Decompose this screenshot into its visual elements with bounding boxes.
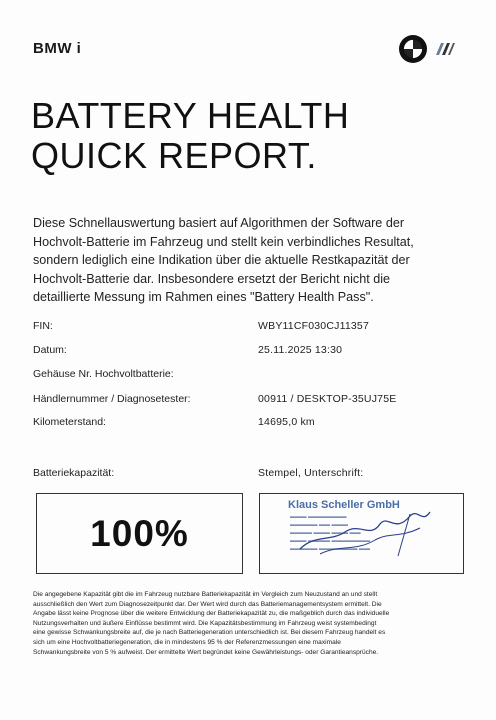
intro-line: sondern lediglich eine Indikation über die aktuelle Restkapazität der <box>33 253 410 267</box>
intro-line: Hochvolt-Batterie dar. Insbesondere ersetzt der Bericht nicht die <box>33 271 391 286</box>
capacity-value: 100% <box>90 512 189 554</box>
footer-line: eine gewisse Schwankungsbreite auf, die je nach Batteriegeneration unterschiedlich ist. Bei diesem Fahrzeug handelt es <box>33 629 386 637</box>
datum-value: 25.11.2025 13:30 <box>258 344 343 356</box>
km-label: Kilometerstand: <box>33 416 106 428</box>
stamp-text-blur: ▬▬▬ ▬▬▬▬▬▬▬ <box>290 514 347 520</box>
capacity-box <box>36 493 243 574</box>
intro-line: detaillierte Messung im Rahmen eines "Battery Health Pass". <box>33 290 374 304</box>
footer-disclaimer <box>33 590 463 657</box>
brand-name: BMW i <box>33 40 82 57</box>
fin-label: FIN: <box>33 320 53 332</box>
haendler-label: Händlernummer / Diagnosetester: <box>33 393 191 405</box>
logo-group <box>398 34 456 64</box>
bmw-roundel-icon <box>398 34 428 64</box>
intro-line: Hochvolt-Batterie im Fahrzeug und stellt kein verbindliches Resultat, <box>33 234 414 249</box>
stamp-box <box>259 493 464 574</box>
stamp-text-blur: ▬▬▬▬▬ ▬▬▬▬▬▬▬ ▬▬ <box>290 546 371 552</box>
datum-label: Datum: <box>33 344 67 356</box>
intro-paragraph <box>33 214 453 307</box>
title-line-1: BATTERY HEALTH <box>31 95 350 136</box>
stamp-company: Klaus Scheller GmbH <box>288 499 400 511</box>
title-line-2: QUICK REPORT. <box>31 135 317 176</box>
fin-value: WBY11CF030CJ11357 <box>258 320 369 332</box>
footer-line: ausschließlich den Wert zum Diagnosezeitpunkt dar. Der Wert wird durch das Batteriemanagementsystem ermittelt. Die <box>33 600 382 608</box>
report-title <box>31 96 349 176</box>
stamp-text-blur: ▬▬▬▬▬ ▬▬ ▬▬▬ <box>290 522 349 528</box>
haendler-value: 00911 / DESKTOP-35UJ75E <box>258 393 397 405</box>
capacity-label: Batteriekapazität: <box>33 467 115 479</box>
footer-line: Schwankungsbreite von 5 % aufweist. Der ermittelte Wert begründet keine Gewährleistungs- oder Garantieansprüche. <box>33 648 379 656</box>
handwritten-signature <box>260 494 464 574</box>
bmw-m-icon <box>434 42 456 56</box>
stamp-text-blur: ▬▬▬ ▬▬▬▬ ▬▬▬▬▬▬▬ <box>290 538 371 544</box>
stamp-label: Stempel, Unterschrift: <box>258 467 364 479</box>
km-value: 14695,0 km <box>258 416 315 428</box>
footer-line: Angabe lässt keine Prognose über die weitere Entwicklung der Batteriekapazität zu, die maßgeblich durch das individuelle <box>33 610 390 618</box>
intro-line: Diese Schnellauswertung basiert auf Algorithmen der Software der <box>33 216 405 230</box>
gehaeuse-label: Gehäuse Nr. Hochvoltbatterie: <box>33 368 174 380</box>
footer-line: Die angegebene Kapazität gibt die im Fahrzeug nutzbare Batteriekapazität im Vergleich zum Neuzustand an und stellt <box>33 591 378 598</box>
stamp-text-blur: ▬▬▬▬ ▬▬▬ ▬▬▬ ▬▬ <box>290 530 361 536</box>
footer-line: Nutzungsverhalten und äußere Einflüsse bestimmt wird. Die Kapazitätsbestimmung im Fahrzeug weist systembedingt <box>33 619 377 627</box>
footer-line: sich um eine Hochvoltbatteriegeneration, die in mindestens 95 % der Referenzmessungen eine maximale <box>33 638 341 646</box>
